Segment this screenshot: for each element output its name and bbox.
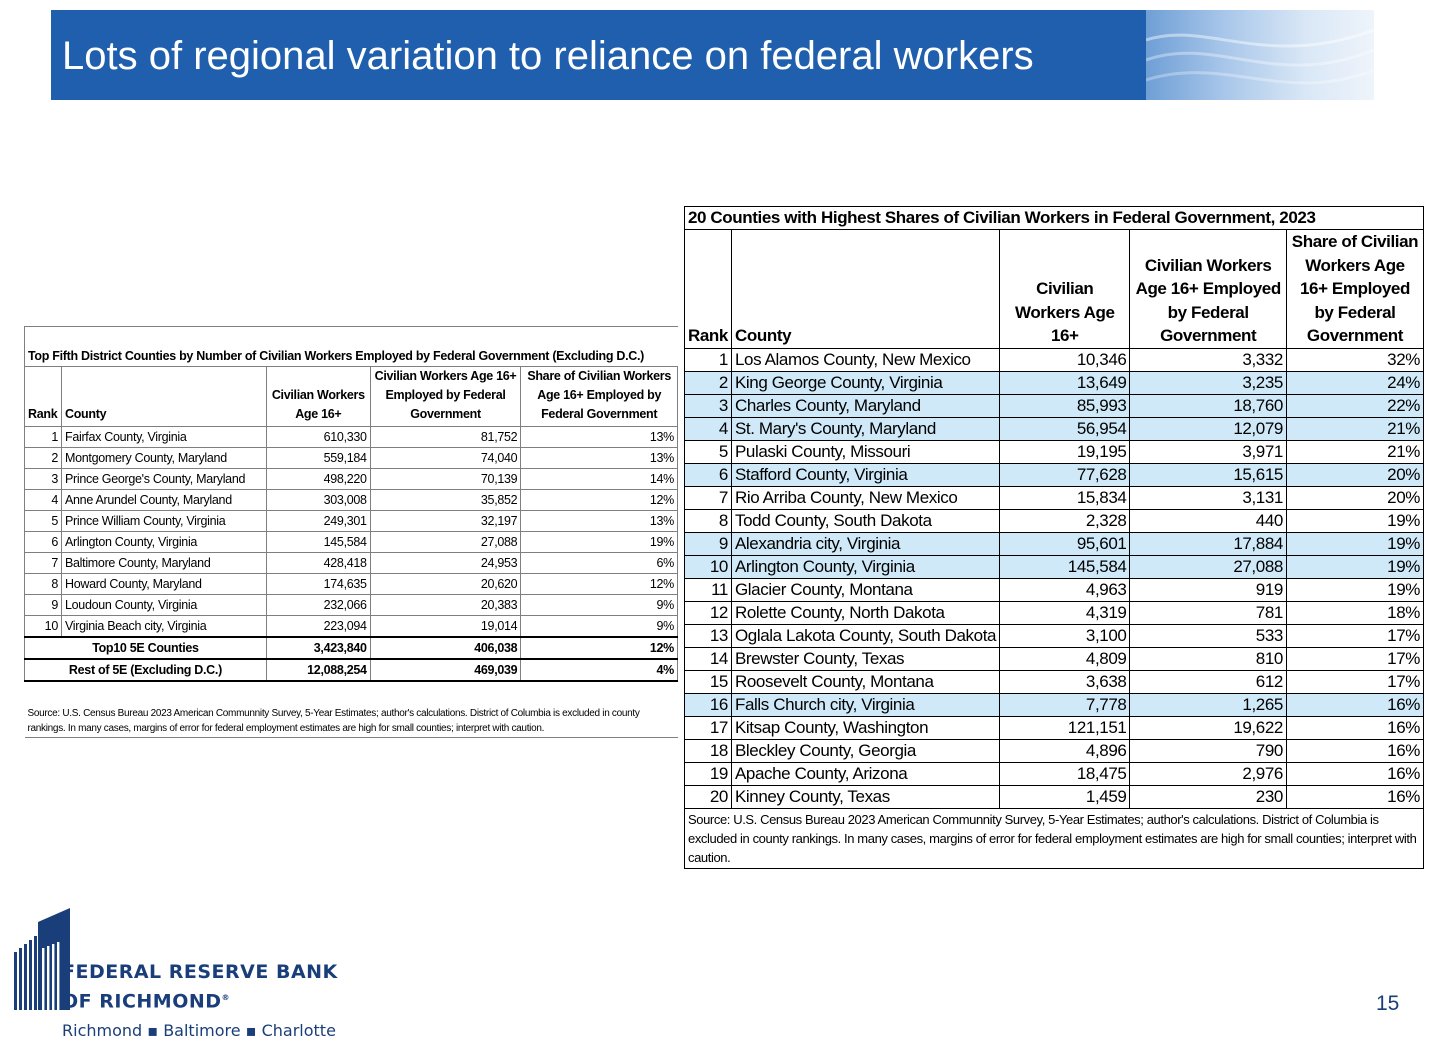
county-cell: Howard County, Maryland — [61, 574, 266, 595]
table-row — [685, 348, 1424, 371]
table-row — [685, 417, 1424, 440]
table-row — [25, 616, 678, 638]
share-cell: 21% — [1286, 440, 1423, 463]
county-cell: Arlington County, Virginia — [731, 555, 999, 578]
civilian-workers-cell: 77,628 — [1000, 463, 1130, 486]
page-number: 15 — [1376, 992, 1400, 1015]
share-cell: 16% — [1286, 693, 1423, 716]
right-table-source: Source: U.S. Census Bureau 2023 American Communnity Survey, 5-Year Estimates; author's calculations. District of Columbia is excluded in county rankings. In many cases, margins of error for federal employment estimates are high for small counties; interpret with caution. — [685, 808, 1424, 868]
rank-cell: 20 — [685, 785, 732, 808]
federal-workers-cell: 1,265 — [1130, 693, 1287, 716]
rank-cell: 6 — [25, 532, 62, 553]
share-cell: 18% — [1286, 601, 1423, 624]
rank-cell: 8 — [685, 509, 732, 532]
county-cell: Brewster County, Texas — [731, 647, 999, 670]
federal-workers-cell: 612 — [1130, 670, 1287, 693]
rank-cell: 10 — [685, 555, 732, 578]
table-row — [685, 785, 1424, 808]
top-20-counties-table — [684, 206, 1424, 869]
rank-cell: 14 — [685, 647, 732, 670]
county-cell: Prince George's County, Maryland — [61, 469, 266, 490]
table-row — [685, 463, 1424, 486]
share-cell: 12% — [521, 490, 678, 511]
rank-cell: 9 — [685, 532, 732, 555]
civilian-workers-cell: 13,649 — [1000, 371, 1130, 394]
share-cell: 24% — [1286, 371, 1423, 394]
logo-line-2 — [62, 985, 338, 1014]
county-cell: Todd County, South Dakota — [731, 509, 999, 532]
table-row — [685, 624, 1424, 647]
federal-workers-cell: 533 — [1130, 624, 1287, 647]
civilian-workers-cell: 2,328 — [1000, 509, 1130, 532]
logo-cities: Richmond ▪ Baltimore ▪ Charlotte — [62, 1021, 336, 1040]
table-row — [685, 762, 1424, 785]
rank-cell: 18 — [685, 739, 732, 762]
federal-workers-cell: 35,852 — [370, 490, 521, 511]
rank-cell: 6 — [685, 463, 732, 486]
county-cell: Pulaski County, Missouri — [731, 440, 999, 463]
federal-workers-cell: 18,760 — [1130, 394, 1287, 417]
federal-workers-cell: 19,014 — [370, 616, 521, 638]
civilian-workers-cell: 610,330 — [266, 427, 370, 448]
rank-cell: 1 — [25, 427, 62, 448]
civilian-workers-cell: 559,184 — [266, 448, 370, 469]
county-cell: Oglala Lakota County, South Dakota — [731, 624, 999, 647]
rank-cell: 5 — [685, 440, 732, 463]
county-cell: Stafford County, Virginia — [731, 463, 999, 486]
rank-cell: 16 — [685, 693, 732, 716]
share-cell: 16% — [1286, 716, 1423, 739]
federal-workers-cell: 17,884 — [1130, 532, 1287, 555]
civilian-workers-cell: 249,301 — [266, 511, 370, 532]
civilian-workers-cell: 85,993 — [1000, 394, 1130, 417]
logo-line-1: FEDERAL RESERVE BANK — [62, 961, 338, 983]
logo-wordmark — [62, 960, 338, 1014]
county-cell: Glacier County, Montana — [731, 578, 999, 601]
county-cell: Bleckley County, Georgia — [731, 739, 999, 762]
county-cell: Apache County, Arizona — [731, 762, 999, 785]
share-cell: 9% — [521, 595, 678, 616]
title-bar — [51, 10, 1146, 100]
civilian-workers-cell: 232,066 — [266, 595, 370, 616]
federal-workers-cell: 70,139 — [370, 469, 521, 490]
share-cell: 6% — [521, 553, 678, 574]
right-table-caption: 20 Counties with Highest Shares of Civilian Workers in Federal Government, 2023 — [685, 207, 1424, 230]
left-header-federal-workers: Civilian Workers Age 16+ Employed by Federal Government — [370, 367, 521, 427]
left-total-federal: 406,038 — [370, 637, 521, 659]
table-row — [685, 693, 1424, 716]
county-cell: Alexandria city, Virginia — [731, 532, 999, 555]
right-header-county: County — [731, 230, 999, 349]
federal-workers-cell: 32,197 — [370, 511, 521, 532]
rank-cell: 15 — [685, 670, 732, 693]
civilian-workers-cell: 4,963 — [1000, 578, 1130, 601]
federal-workers-cell: 15,615 — [1130, 463, 1287, 486]
rank-cell: 17 — [685, 716, 732, 739]
rank-cell: 11 — [685, 578, 732, 601]
table-row — [25, 553, 678, 574]
federal-workers-cell: 440 — [1130, 509, 1287, 532]
federal-workers-cell: 24,953 — [370, 553, 521, 574]
table-row — [685, 486, 1424, 509]
civilian-workers-cell: 56,954 — [1000, 417, 1130, 440]
civilian-workers-cell: 18,475 — [1000, 762, 1130, 785]
county-cell: Montgomery County, Maryland — [61, 448, 266, 469]
table-row — [685, 670, 1424, 693]
right-header-share: Share of Civilian Workers Age 16+ Employed by Federal Government — [1286, 230, 1423, 349]
federal-workers-cell: 781 — [1130, 601, 1287, 624]
county-cell: Rio Arriba County, New Mexico — [731, 486, 999, 509]
share-cell: 17% — [1286, 624, 1423, 647]
left-table-caption: Top Fifth District Counties by Number of Civilian Workers Employed by Federal Government (Excluding D.C.) — [25, 327, 678, 367]
rank-cell: 2 — [685, 371, 732, 394]
share-cell: 9% — [521, 616, 678, 638]
county-cell: St. Mary's County, Maryland — [731, 417, 999, 440]
left-total-share: 12% — [521, 637, 678, 659]
county-cell: Kinney County, Texas — [731, 785, 999, 808]
share-cell: 20% — [1286, 486, 1423, 509]
table-row — [25, 490, 678, 511]
left-rest-federal: 469,039 — [370, 659, 521, 681]
federal-workers-cell: 12,079 — [1130, 417, 1287, 440]
civilian-workers-cell: 95,601 — [1000, 532, 1130, 555]
left-header-county: County — [61, 367, 266, 427]
federal-workers-cell: 2,976 — [1130, 762, 1287, 785]
civilian-workers-cell: 498,220 — [266, 469, 370, 490]
left-rest-share: 4% — [521, 659, 678, 681]
rank-cell: 10 — [25, 616, 62, 638]
table-row — [685, 601, 1424, 624]
table-row — [685, 578, 1424, 601]
table-row — [685, 739, 1424, 762]
civilian-workers-cell: 3,638 — [1000, 670, 1130, 693]
rank-cell: 3 — [25, 469, 62, 490]
logo-line-2-text: OF RICHMOND — [62, 990, 222, 1013]
federal-workers-cell: 230 — [1130, 785, 1287, 808]
share-cell: 22% — [1286, 394, 1423, 417]
rank-cell: 7 — [25, 553, 62, 574]
county-cell: Arlington County, Virginia — [61, 532, 266, 553]
right-header-rank: Rank — [685, 230, 732, 349]
county-cell: Charles County, Maryland — [731, 394, 999, 417]
table-row — [685, 509, 1424, 532]
civilian-workers-cell: 223,094 — [266, 616, 370, 638]
civilian-workers-cell: 145,584 — [1000, 555, 1130, 578]
rank-cell: 13 — [685, 624, 732, 647]
table-row — [25, 595, 678, 616]
left-header-civilian-workers: Civilian Workers Age 16+ — [266, 367, 370, 427]
civilian-workers-cell: 4,896 — [1000, 739, 1130, 762]
table-row — [685, 716, 1424, 739]
table-row — [25, 574, 678, 595]
county-cell: Prince William County, Virginia — [61, 511, 266, 532]
county-cell: King George County, Virginia — [731, 371, 999, 394]
rank-cell: 3 — [685, 394, 732, 417]
left-rest-label: Rest of 5E (Excluding D.C.) — [25, 659, 267, 681]
table-row — [25, 469, 678, 490]
left-header-share: Share of Civilian Workers Age 16+ Employed by Federal Government — [521, 367, 678, 427]
share-cell: 19% — [521, 532, 678, 553]
county-cell: Los Alamos County, New Mexico — [731, 348, 999, 371]
table-row — [685, 555, 1424, 578]
share-cell: 19% — [1286, 555, 1423, 578]
left-rest-civilian: 12,088,254 — [266, 659, 370, 681]
share-cell: 16% — [1286, 762, 1423, 785]
share-cell: 14% — [521, 469, 678, 490]
left-total-civilian: 3,423,840 — [266, 637, 370, 659]
federal-workers-cell: 81,752 — [370, 427, 521, 448]
share-cell: 13% — [521, 448, 678, 469]
county-cell: Roosevelt County, Montana — [731, 670, 999, 693]
right-header-civilian-workers: Civilian Workers Age 16+ — [1000, 230, 1130, 349]
federal-workers-cell: 790 — [1130, 739, 1287, 762]
table-row — [25, 532, 678, 553]
rank-cell: 9 — [25, 595, 62, 616]
federal-workers-cell: 74,040 — [370, 448, 521, 469]
civilian-workers-cell: 19,195 — [1000, 440, 1130, 463]
table-row — [685, 394, 1424, 417]
federal-workers-cell: 3,131 — [1130, 486, 1287, 509]
county-cell: Anne Arundel County, Maryland — [61, 490, 266, 511]
rank-cell: 7 — [685, 486, 732, 509]
table-row — [25, 427, 678, 448]
share-cell: 19% — [1286, 578, 1423, 601]
civilian-workers-cell: 4,809 — [1000, 647, 1130, 670]
federal-workers-cell: 20,620 — [370, 574, 521, 595]
share-cell: 12% — [521, 574, 678, 595]
county-cell: Loudoun County, Virginia — [61, 595, 266, 616]
share-cell: 13% — [521, 511, 678, 532]
county-cell: Falls Church city, Virginia — [731, 693, 999, 716]
share-cell: 20% — [1286, 463, 1423, 486]
table-row — [685, 371, 1424, 394]
share-cell: 32% — [1286, 348, 1423, 371]
rank-cell: 5 — [25, 511, 62, 532]
civilian-workers-cell: 1,459 — [1000, 785, 1130, 808]
rank-cell: 19 — [685, 762, 732, 785]
civilian-workers-cell: 10,346 — [1000, 348, 1130, 371]
table-row — [25, 511, 678, 532]
civilian-workers-cell: 15,834 — [1000, 486, 1130, 509]
federal-workers-cell: 3,971 — [1130, 440, 1287, 463]
county-cell: Baltimore County, Maryland — [61, 553, 266, 574]
left-table-source: Source: U.S. Census Bureau 2023 American Communnity Survey, 5-Year Estimates; author's calculations. District of Columbia is excluded in county rankings. In many cases, margins of error for federal employment estimates are high for small counties; interpret with caution. — [25, 681, 678, 738]
federal-workers-cell: 27,088 — [1130, 555, 1287, 578]
civilian-workers-cell: 121,151 — [1000, 716, 1130, 739]
county-cell: Kitsap County, Washington — [731, 716, 999, 739]
federal-workers-cell: 3,235 — [1130, 371, 1287, 394]
share-cell: 19% — [1286, 509, 1423, 532]
share-cell: 17% — [1286, 647, 1423, 670]
civilian-workers-cell: 428,418 — [266, 553, 370, 574]
rank-cell: 8 — [25, 574, 62, 595]
civilian-workers-cell: 7,778 — [1000, 693, 1130, 716]
rank-cell: 12 — [685, 601, 732, 624]
table-row — [25, 448, 678, 469]
civilian-workers-cell: 145,584 — [266, 532, 370, 553]
civilian-workers-cell: 4,319 — [1000, 601, 1130, 624]
federal-workers-cell: 810 — [1130, 647, 1287, 670]
share-cell: 16% — [1286, 739, 1423, 762]
table-row — [685, 440, 1424, 463]
county-cell: Fairfax County, Virginia — [61, 427, 266, 448]
share-cell: 17% — [1286, 670, 1423, 693]
rank-cell: 2 — [25, 448, 62, 469]
civilian-workers-cell: 3,100 — [1000, 624, 1130, 647]
table-row — [685, 532, 1424, 555]
table-row — [685, 647, 1424, 670]
left-total-label: Top10 5E Counties — [25, 637, 267, 659]
federal-workers-cell: 27,088 — [370, 532, 521, 553]
share-cell: 13% — [521, 427, 678, 448]
federal-workers-cell: 919 — [1130, 578, 1287, 601]
rank-cell: 4 — [25, 490, 62, 511]
trademark-mark: ® — [221, 993, 231, 1002]
share-cell: 19% — [1286, 532, 1423, 555]
federal-workers-cell: 19,622 — [1130, 716, 1287, 739]
federal-workers-cell: 20,383 — [370, 595, 521, 616]
federal-workers-cell: 3,332 — [1130, 348, 1287, 371]
left-header-rank: Rank — [25, 367, 62, 427]
rank-cell: 1 — [685, 348, 732, 371]
right-header-federal-workers: Civilian Workers Age 16+ Employed by Federal Government — [1130, 230, 1287, 349]
county-cell: Virginia Beach city, Virginia — [61, 616, 266, 638]
civilian-workers-cell: 174,635 — [266, 574, 370, 595]
civilian-workers-cell: 303,008 — [266, 490, 370, 511]
fifth-district-table — [24, 326, 678, 738]
county-cell: Rolette County, North Dakota — [731, 601, 999, 624]
slide-title: Lots of regional variation to reliance on federal workers — [62, 34, 1034, 78]
rank-cell: 4 — [685, 417, 732, 440]
title-decoration — [1146, 10, 1374, 100]
share-cell: 16% — [1286, 785, 1423, 808]
share-cell: 21% — [1286, 417, 1423, 440]
